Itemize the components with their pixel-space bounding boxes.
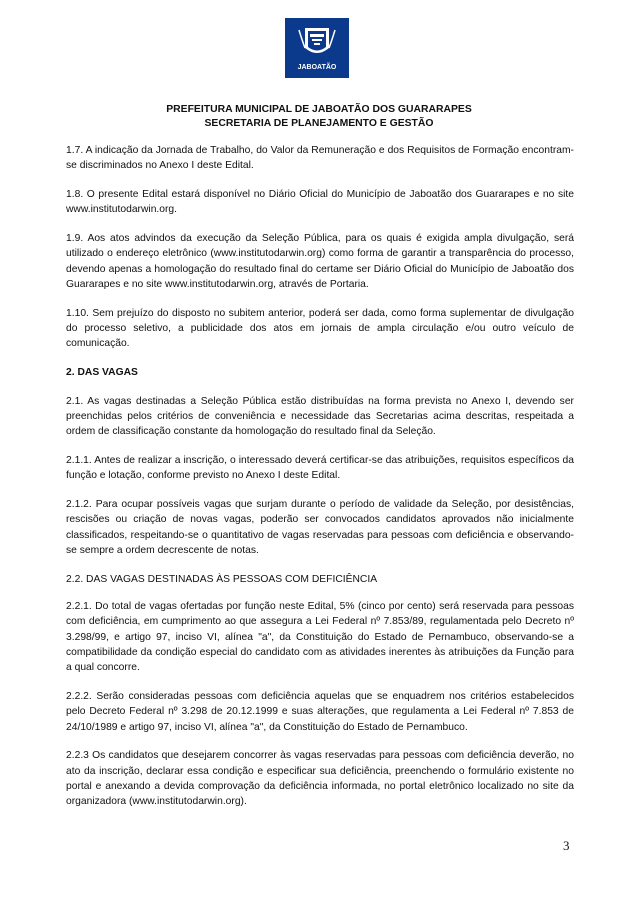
paragraph-2-1-1: 2.1.1. Antes de realizar a inscrição, o interessado deverá certificar-se das atribuições, requisitos específicos da função e lotação, conforme previsto no Anexo I deste Edital. <box>66 454 574 482</box>
page-number: 3 <box>563 838 570 853</box>
paragraph-2-1: 2.1. As vagas destinadas a Seleção Pública estão distribuídas na forma prevista no Anexo I, devendo ser preenchidas pelos critérios de conveniência e necessidade das Secretarias acima descritas, respeitada a ordem de classificação constante da homologação do resultado final da Seleção. <box>66 395 574 438</box>
paragraph-2-2-3: 2.2.3 Os candidatos que desejarem concorrer às vagas reservadas para pessoas com deficiência deverão, no ato da inscrição, declarar essa condição e especificar sua deficiência, preenchendo o formulário existente no portal e anexando a devida comprovação da deficiência informada, no portal eletrônico localizado no site da organizadora (www.institutodarwin.org). <box>66 750 574 808</box>
jaboatao-logo <box>285 18 349 78</box>
document-body <box>66 143 574 823</box>
paragraph-2-2-1: 2.2.1. Do total de vagas ofertadas por função neste Edital, 5% (cinco por cento) será reservada para pessoas com deficiência, em cumprimento ao que assegura a Lei Federal nº 7.853/89, regulamentada pelo Decreto nº 3.298/99, e artigo 97, inciso VI, alínea "a", da Constituição do Estado de Pernambuco, observando-se a compatibilidade da condição especial do candidato com as atividades inerentes às atribuições da Função para a qual concorre. <box>66 601 574 674</box>
header-line-2: SECRETARIA DE PLANEJAMENTO E GESTÃO <box>204 118 434 129</box>
paragraph-1-8: 1.8. O presente Edital estará disponível no Diário Oficial do Município de Jaboatão dos Guararapes e no site www.institutodarwin.org. <box>66 189 574 216</box>
subsection-heading-deficiencia: 2.2. DAS VAGAS DESTINADAS ÀS PESSOAS COM DEFICIÊNCIA <box>66 573 378 585</box>
paragraph-1-10: 1.10. Sem prejuízo do disposto no subitem anterior, poderá ser dada, como forma suplementar de divulgação do processo seletivo, a publicidade dos atos em jornais de ampla circulação e/ou outro veículo de comunicação. <box>66 307 574 350</box>
paragraph-1-9: 1.9. Aos atos advindos da execução da Seleção Pública, para os quais é exigida ampla divulgação, será utilizado o endereço eletrônico (www.institutodarwin.org) como forma de garantir a transparência do processo, devendo apenas a homologação do resultado final do certame ser Diário Oficial do Município de Jaboatão dos Guararapes e no site www.institutodarwin.org, através de Portaria. <box>66 233 574 291</box>
paragraph-1-7: 1.7. A indicação da Jornada de Trabalho, do Valor da Remuneração e dos Requisitos de Formação encontram-se discriminados no Anexo I deste Edital. <box>66 145 574 172</box>
paragraph-2-1-2: 2.1.2. Para ocupar possíveis vagas que surjam durante o período de validade da Seleção, por desistências, rescisões ou criação de novas vagas, poderão ser convocados candidatos aprovados não inicialmente classificados, respeitando-se o quantitativo de vagas reservadas para pessoas com deficiência e observando-se sempre a ordem decrescente de notas. <box>66 499 574 556</box>
logo-text: JABOATÃO <box>297 64 337 71</box>
paragraph-2-2-2: 2.2.2. Serão consideradas pessoas com deficiência aquelas que se enquadrem nos critérios estabelecidos pelo Decreto Federal nº 3.298 de 20.12.1999 e suas alterações, que regulamenta a Lei Federal nº 7.853 de 24/10/1989 e artigo 97, inciso VI, alínea "a", da Constituição do Estado de Pernambuco. <box>66 691 574 733</box>
section-heading-vagas: 2. DAS VAGAS <box>66 367 138 379</box>
header-line-1: PREFEITURA MUNICIPAL DE JABOATÃO DOS GUARARAPES <box>166 104 472 115</box>
